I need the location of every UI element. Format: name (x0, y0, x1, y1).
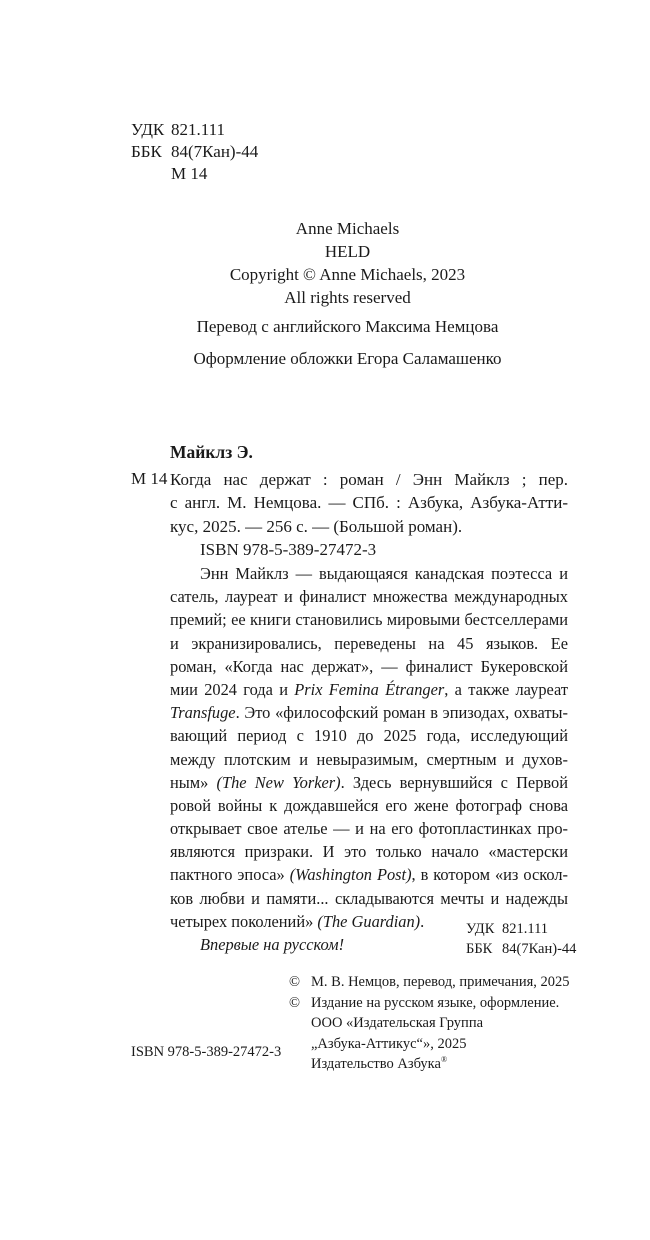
bib-line: с англ. М. Немцова. — СПб. : Азбука, Азбука-Атти- (170, 493, 568, 513)
text-span: . Здесь вернувшийся с Первой (340, 772, 568, 792)
author-mark: М 14 (171, 164, 208, 183)
annotation-line: и экранизировались, переведены на 45 языков. Ее (170, 633, 568, 653)
bottom-classification-codes (466, 919, 576, 959)
rights-reserved: All rights reserved (284, 288, 411, 307)
author-mark-row (131, 163, 258, 185)
bbk-value: 84(7Кан)-44 (502, 941, 577, 957)
catalog-isbn: ISBN 978-5-389-27472-3 (200, 539, 377, 559)
source-name: (The New Yorker) (216, 772, 341, 792)
bib-line: кус, 2025. — 256 с. — (Большой роман). (170, 516, 463, 536)
catalog-heading: Майклз Э. (170, 442, 253, 462)
original-author: Anne Michaels (295, 219, 400, 238)
annotation-line: роман, «Когда нас держат», — финалист Букеровской (170, 656, 568, 676)
source-name: (Washington Post) (289, 865, 412, 885)
annotation-line (170, 863, 568, 886)
udk-row (466, 919, 576, 939)
bbk-label: ББК (466, 941, 493, 957)
copyright-text: Издание на русском языке, оформление. (311, 994, 560, 1011)
text-span: . (420, 911, 425, 931)
udk-label: УДК (466, 921, 495, 937)
udk-row (131, 119, 258, 141)
copyright-row (289, 972, 570, 993)
copyright-text: М. В. Немцов, перевод, примечания, 2025 (311, 974, 570, 990)
text-span: ным» (170, 772, 217, 792)
annotation-line (170, 771, 568, 794)
publisher-name: Издательство Азбука (311, 1056, 441, 1072)
bbk-value: 84(7Кан)-44 (171, 142, 259, 161)
registered-mark: ® (440, 1055, 448, 1065)
text-span: пактного эпоса» (170, 865, 290, 885)
text-span: мии 2024 года и (170, 679, 295, 699)
udk-label: УДК (131, 120, 165, 139)
udk-value: 821.111 (502, 921, 549, 937)
source-name: (The Guardian) (317, 911, 421, 931)
copyright-continuation: „Азбука-Аттикус“», 2025 (311, 1035, 467, 1052)
cover-designer-line: Оформление обложки Егора Саламашенко (193, 349, 502, 368)
copyright-row (289, 993, 570, 1014)
translation-credit (0, 315, 650, 338)
udk-value: 821.111 (171, 120, 225, 139)
bbk-row (466, 939, 576, 959)
text-span: . Это «философский роман в эпизодах, охваты- (235, 703, 568, 723)
catalog-mark: М 14 (131, 469, 168, 488)
original-edition-block (0, 217, 650, 309)
copyright-continuation: ООО «Издательская Группа (311, 1015, 484, 1031)
annotation-line: ков любви и памяти... складываются мечты и надежды (170, 888, 568, 908)
isbn-bottom: ISBN 978-5-389-27472-3 (131, 1044, 282, 1060)
first-time-text: Впервые на русском! (200, 935, 345, 954)
bbk-label: ББК (131, 142, 162, 161)
annotation-line: являются призраки. И это только начало «мастерски (170, 842, 568, 862)
annotation-line: между плотским и невыразимым, смертным и духов- (170, 749, 568, 769)
cover-credit (0, 347, 650, 370)
annotation-line (170, 678, 568, 701)
text-span: , а также лауреат (444, 679, 568, 699)
original-title: HELD (324, 242, 371, 261)
annotation-line (170, 701, 568, 724)
bbk-row (131, 141, 258, 163)
annotation-line: Энн Майклз — выдающаяся канадская поэтесса и (200, 564, 568, 583)
bibliographic-description (170, 468, 568, 561)
translator-line: Перевод с английского Максима Немцова (196, 317, 499, 336)
annotation-line: ровой войны к дождавшейся его жене фотограф снова (170, 795, 568, 815)
text-span: , в котором «из оскол- (411, 865, 568, 885)
prize-name: Transfuge (170, 703, 236, 723)
top-classification-codes (131, 119, 258, 185)
copyright-symbol: © (289, 994, 301, 1011)
annotation-line: премий; ее книги становились мировыми бестселлерами (170, 610, 568, 630)
copyright-symbol: © (289, 974, 301, 990)
annotation-line: сатель, лауреат и финалист множества международных (170, 587, 568, 607)
annotation (170, 562, 568, 956)
bib-line: Когда нас держат : роман / Энн Майклз ; пер. (170, 470, 568, 489)
original-copyright: Copyright © Anne Michaels, 2023 (229, 265, 466, 284)
prize-name: Prix Femina Étranger (294, 679, 445, 699)
publisher-line (289, 1054, 570, 1075)
annotation-line: открывает свое ателье — и на его фотопластинках про- (170, 819, 568, 839)
copyright-block (289, 972, 570, 1075)
text-span: четырех поколений» (170, 911, 318, 931)
annotation-line: вающий период с 1910 до 2025 года, исследующий (170, 726, 568, 746)
